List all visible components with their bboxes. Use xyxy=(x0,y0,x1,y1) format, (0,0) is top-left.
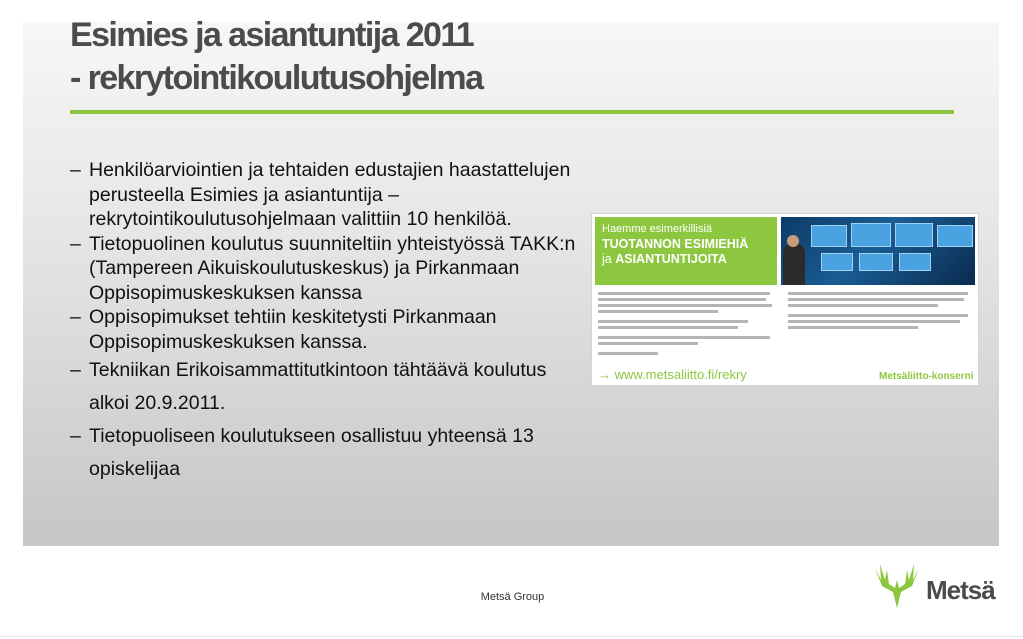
slide-title xyxy=(70,14,970,100)
bullet-dash: – xyxy=(70,425,81,447)
ad-url: → www.metsaliitto.fi/rekry xyxy=(598,367,747,382)
title-underline xyxy=(70,110,954,114)
bullet-item xyxy=(70,158,590,232)
footer-company-name: Metsä Group xyxy=(480,591,545,603)
ad-small-print-line xyxy=(788,298,964,301)
logo-wordmark: Metsä xyxy=(926,575,995,605)
title-line-1: Esimies ja asiantuntija 2011 xyxy=(70,16,474,54)
bullet-text: Henkilöarviointien ja tehtaiden edustajien haastattelujen perusteella Esimies ja asiantuntija –rekrytointikoulutusohjelmaan valittiin 10 henkilöä. xyxy=(89,159,571,230)
photo-screen xyxy=(937,225,973,247)
antler-icon xyxy=(872,560,922,610)
ad-headline-bold: ASIANTUNTIJOITA xyxy=(615,252,727,266)
ad-small-print-line xyxy=(598,352,658,355)
bullet-text: Oppisopimukset tehtiin keskitetysti Pirkanmaan Oppisopimuskeskuksen kanssa. xyxy=(89,306,497,353)
recruitment-ad-image xyxy=(592,214,978,385)
ad-small-print-line xyxy=(598,292,770,295)
ad-headline-line-3 xyxy=(602,252,727,266)
photo-screen xyxy=(895,223,933,247)
ad-headline-line-2: TUOTANNON ESIMIEHIÄ xyxy=(602,237,749,251)
bullet-dash: – xyxy=(70,232,81,255)
bullet-text: Tekniikan Erikoisammattitutkintoon tähtäävä koulutus alkoi 20.9.2011. xyxy=(89,359,547,414)
bullet-item xyxy=(70,354,590,420)
photo-screen xyxy=(821,253,853,271)
ad-small-print-line xyxy=(788,292,968,295)
title-line-2: - rekrytointikoulutusohjelma xyxy=(70,59,483,97)
ad-headline-line-1: Haemme esimerkillisiä xyxy=(602,223,713,235)
photo-screen xyxy=(851,223,891,247)
ad-headline-prefix: ja xyxy=(602,252,616,266)
ad-small-print-line xyxy=(598,310,718,313)
ad-small-print-line xyxy=(788,320,960,323)
ad-control-room-photo xyxy=(781,217,975,285)
metsa-logo xyxy=(872,560,1002,612)
bullet-dash: – xyxy=(70,359,81,381)
bullet-text: Tietopuolinen koulutus suunniteltiin yhteistyössä TAKK:n (Tampereen Aikuiskoulutuskeskus) ja Pirkanmaan Oppisopimuskeskuksen kanssa xyxy=(89,232,576,304)
photo-person-head xyxy=(787,235,799,247)
ad-small-print-line xyxy=(598,304,772,307)
ad-small-print-line xyxy=(788,314,968,317)
ad-small-print-line xyxy=(788,326,918,329)
ad-small-print-line xyxy=(788,304,938,307)
footer-divider xyxy=(0,636,1023,637)
ad-small-print-line xyxy=(598,320,748,323)
bullet-item xyxy=(70,232,590,306)
bullet-list xyxy=(70,158,590,486)
ad-brand: Metsäliitto-konserni xyxy=(879,371,974,382)
ad-small-print-line xyxy=(598,298,766,301)
ad-small-print-line xyxy=(598,336,770,339)
ad-small-print-line xyxy=(598,342,698,345)
ad-small-print-line xyxy=(598,326,738,329)
photo-screen xyxy=(859,253,893,271)
ad-headline-box xyxy=(595,217,777,285)
bullet-item xyxy=(70,305,590,354)
bullet-dash: – xyxy=(70,306,81,328)
photo-screen xyxy=(811,225,847,247)
photo-person xyxy=(783,243,805,285)
photo-screen xyxy=(899,253,931,271)
bullet-dash: – xyxy=(70,159,81,181)
bullet-item xyxy=(70,420,590,486)
bullet-text: Tietopuoliseen koulutukseen osallistuu yhteensä 13 opiskelijaa xyxy=(89,425,534,480)
